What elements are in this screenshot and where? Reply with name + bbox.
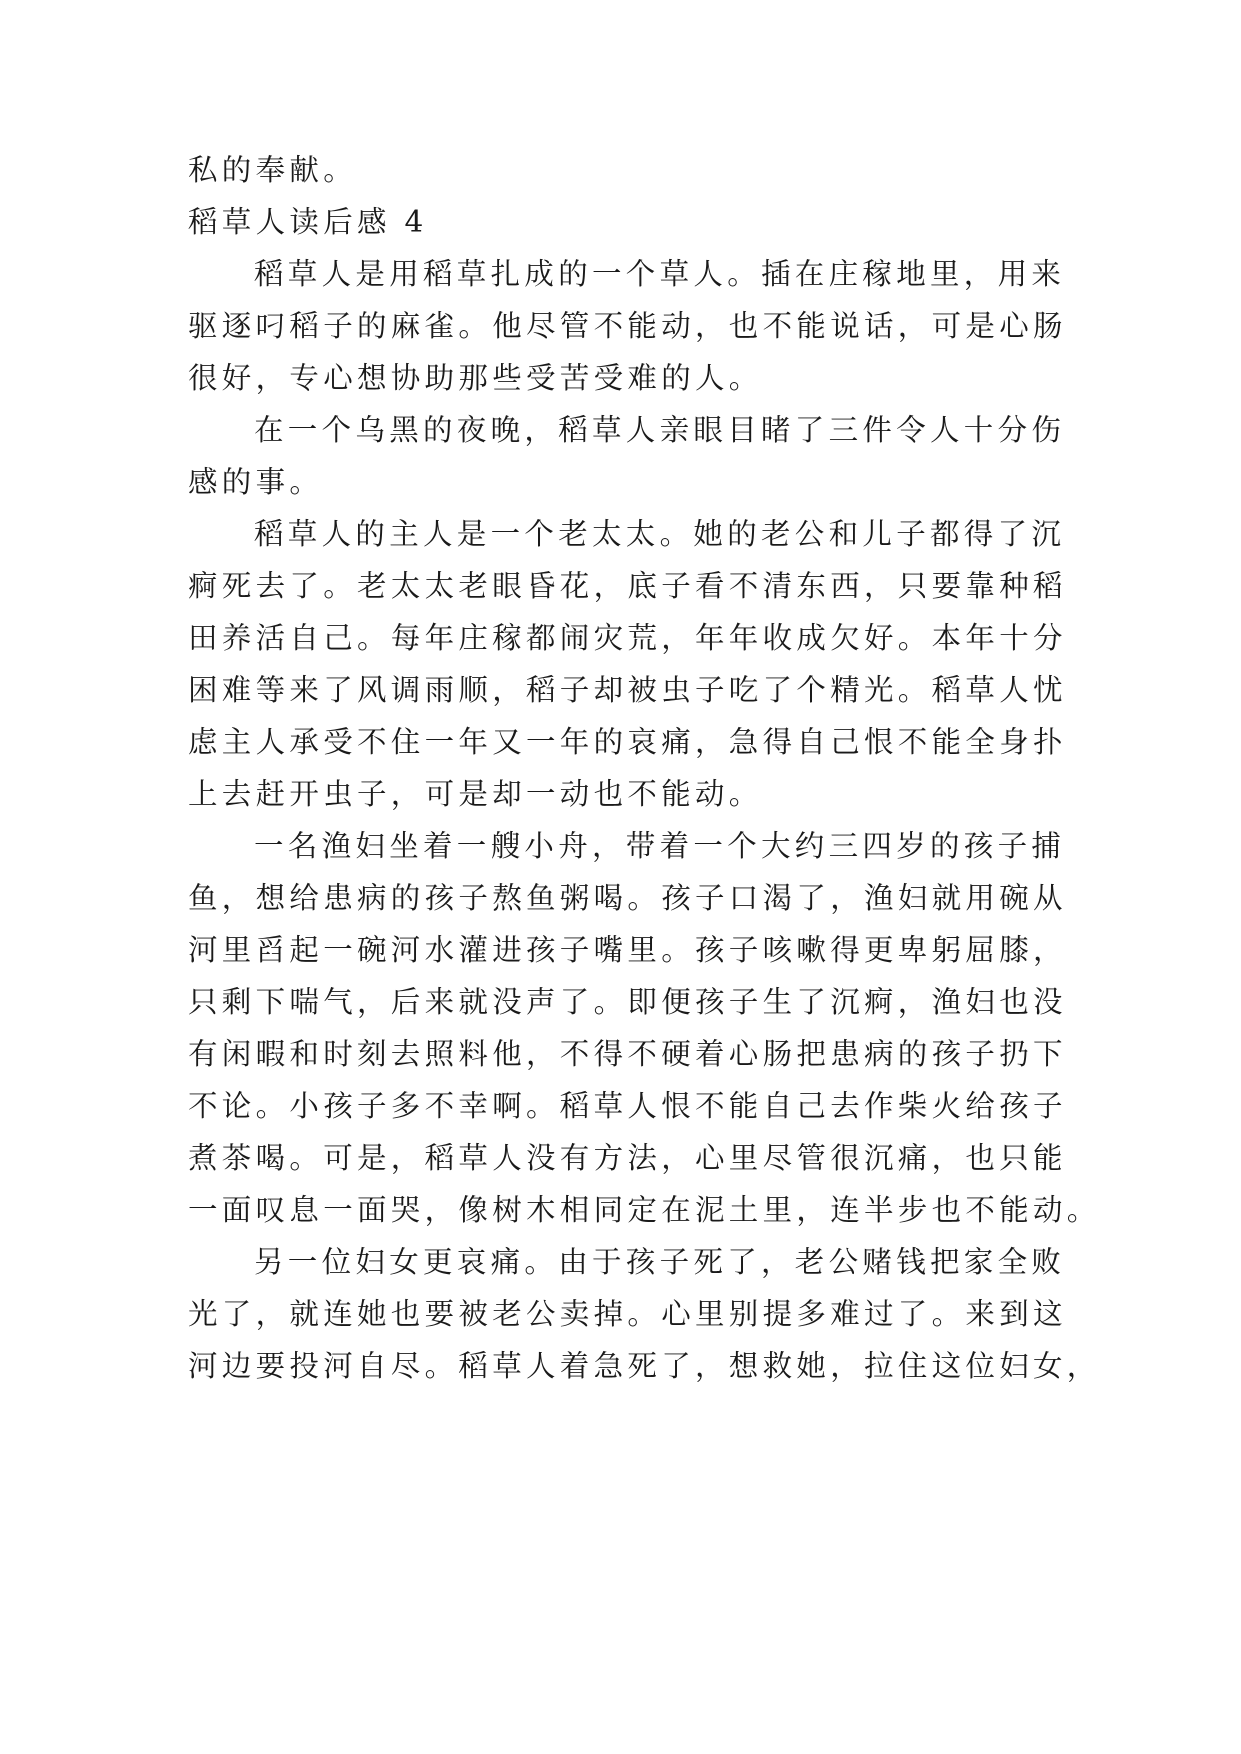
paragraph-line: 很好，专心想协助那些受苦受难的人。 <box>188 361 763 395</box>
paragraph-line: 不论。小孩子多不幸啊。稻草人恨不能自己去作柴火给孩子 <box>188 1089 1067 1123</box>
paragraph-line: 虑主人承受不住一年又一年的哀痛，急得自己恨不能全身扑 <box>188 725 1067 759</box>
paragraph-line: 私的奉献。 <box>188 153 358 187</box>
paragraph-line: 驱逐叼稻子的麻雀。他尽管不能动，也不能说话，可是心肠 <box>188 309 1067 343</box>
paragraph-line: 另一位妇女更哀痛。由于孩子死了，老公赌钱把家全败 <box>254 1245 1066 1279</box>
paragraph-line: 河边要投河自尽。稻草人着急死了，想救她，拉住这位妇女， <box>188 1349 1101 1383</box>
paragraph-line: 一名渔妇坐着一艘小舟，带着一个大约三四岁的孩子捕 <box>254 829 1066 863</box>
paragraph-line: 痾死去了。老太太老眼昏花，底子看不清东西，只要靠种稻 <box>188 569 1067 603</box>
paragraph-line: 田养活自己。每年庄稼都闹灾荒，年年收成欠好。本年十分 <box>188 621 1067 655</box>
paragraph-line: 稻草人的主人是一个老太太。她的老公和儿子都得了沉 <box>254 517 1066 551</box>
paragraph-line: 煮茶喝。可是，稻草人没有方法，心里尽管很沉痛，也只能 <box>188 1141 1067 1175</box>
paragraph-line: 在一个乌黑的夜晚，稻草人亲眼目睹了三件令人十分伤 <box>254 413 1066 447</box>
paragraph-line: 光了，就连她也要被老公卖掉。心里别提多难过了。来到这 <box>188 1297 1067 1331</box>
paragraph-line: 一面叹息一面哭，像树木相同定在泥土里，连半步也不能动。 <box>188 1193 1101 1227</box>
paragraph-line: 稻草人是用稻草扎成的一个草人。插在庄稼地里，用来 <box>254 257 1066 291</box>
paragraph-line: 鱼，想给患病的孩子熬鱼粥喝。孩子口渴了，渔妇就用碗从 <box>188 881 1067 915</box>
paragraph-line: 河里舀起一碗河水灌进孩子嘴里。孩子咳嗽得更卑躬屈膝， <box>188 933 1067 967</box>
paragraph-line: 困难等来了风调雨顺，稻子却被虫子吃了个精光。稻草人忧 <box>188 673 1067 707</box>
section-heading: 稻草人读后感 4 <box>188 205 428 239</box>
paragraph-line: 感的事。 <box>188 465 324 499</box>
paragraph-line: 有闲暇和时刻去照料他，不得不硬着心肠把患病的孩子扔下 <box>188 1037 1067 1071</box>
paragraph-line: 上去赶开虫子，可是却一动也不能动。 <box>188 777 763 811</box>
paragraph-line: 只剩下喘气，后来就没声了。即便孩子生了沉痾，渔妇也没 <box>188 985 1067 1019</box>
